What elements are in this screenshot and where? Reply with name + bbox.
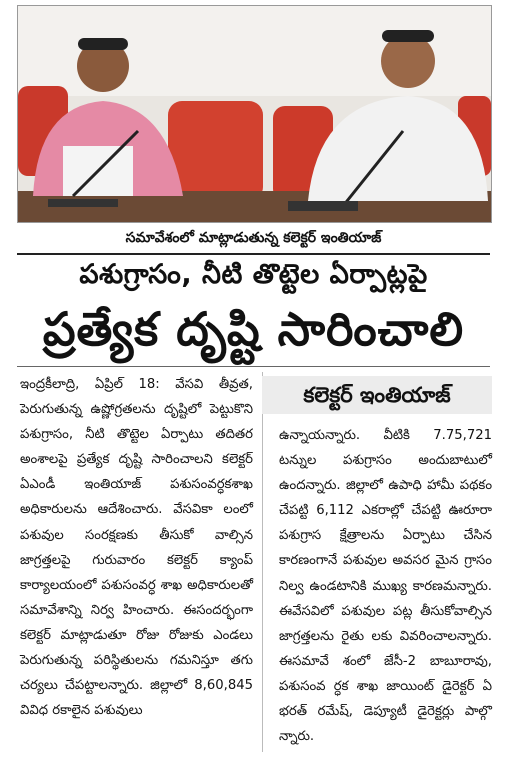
meeting-photo-illustration (18, 6, 491, 222)
article-subhead: కలెక్టర్ ఇంతియాజ్ (262, 376, 492, 414)
article-body-left-column (20, 372, 253, 723)
article-paragraph-left: ఇంద్రకీలాద్రి, ఏప్రిల్ 18: వేసవి తీవ్రత, పెరుగుతున్న ఉష్ణోగ్రతలను దృష్టిలో పెట్టుకొని పశుగ్రాసం, నీటి తొట్టెల ఏర్పాటు తదితర అంశాలపై ప్రత్యేక దృష్టి సారించాలని కలెక్టర్ ఏఎండీ ఇంతియాజ్ పశుసంవర్ధకశాఖ అధికారులను ఆదేశించారు. వేసవికా లంలో పశువుల సంరక్షణకు తీసుకో వాల్సిన జాగ్రత్తలపై గురువారం కలెక్టర్ క్యాంప్ కార్యాలయంలో పశుసంవర్ధ శాఖ అధికారులతో సమావేశాన్ని నిర్వ హించారు. ఈసందర్భంగా కలెక్టర్ మాట్లాడుతూ రోజు రోజుకు ఎండలు పెరుగుతున్న పరిస్థితులను గమనిస్తూ తగు చర్యలు చేపట్టాలన్నారు. జిల్లాలో 8,60,845 వివిధ రకాలైన పశువులు (20, 377, 253, 719)
photo-caption: సమావేశంలో మాట్లాడుతున్న కలెక్టర్ ఇంతియాజ్ (125, 230, 382, 246)
news-photo (17, 5, 492, 223)
column-divider (262, 372, 263, 752)
caption-divider (17, 253, 490, 255)
article-paragraph-right: ఉన్నాయన్నారు. వీటికి 7.75,721 టన్నుల పశుగ్రాసం అందుబాటులో ఉందన్నారు. జిల్లాలో ఉపాధి హామీ పథకం చేపట్టి 6,112 ఎకరాల్లో చేపట్టి ఊరూరా పశుగ్రాస క్షేత్రాలను ఏర్పాటు చేసిన కారణంగానే పశువుల అవసర మైన గ్రాసం నిల్వ ఉండటానికి ముఖ్య కారణమన్నారు. ఈవేసవిలో పశువుల పట్ల తీసుకోవాల్సిన జాగ్రత్తలను రైతు లకు వివరించాలన్నారు. ఈసమావే శంలో జేసీ-2 బాబూరావు, పశుసంవ ర్ధక శాఖ జాయింట్ డైరెక్టర్ ఏ భరత్ రమేష్, డెప్యూటీ డైరెక్టర్లు పాల్గొ న్నారు. (279, 428, 492, 745)
headline-divider (17, 366, 490, 367)
headline-line-2: ప్రత్యేక దృష్టి సారించాలి (42, 302, 465, 356)
article-body-right-column (279, 423, 492, 749)
headline-line-1: పశుగ్రాసం, నీటి తొట్టెల ఏర్పాట్లపై (79, 259, 428, 290)
